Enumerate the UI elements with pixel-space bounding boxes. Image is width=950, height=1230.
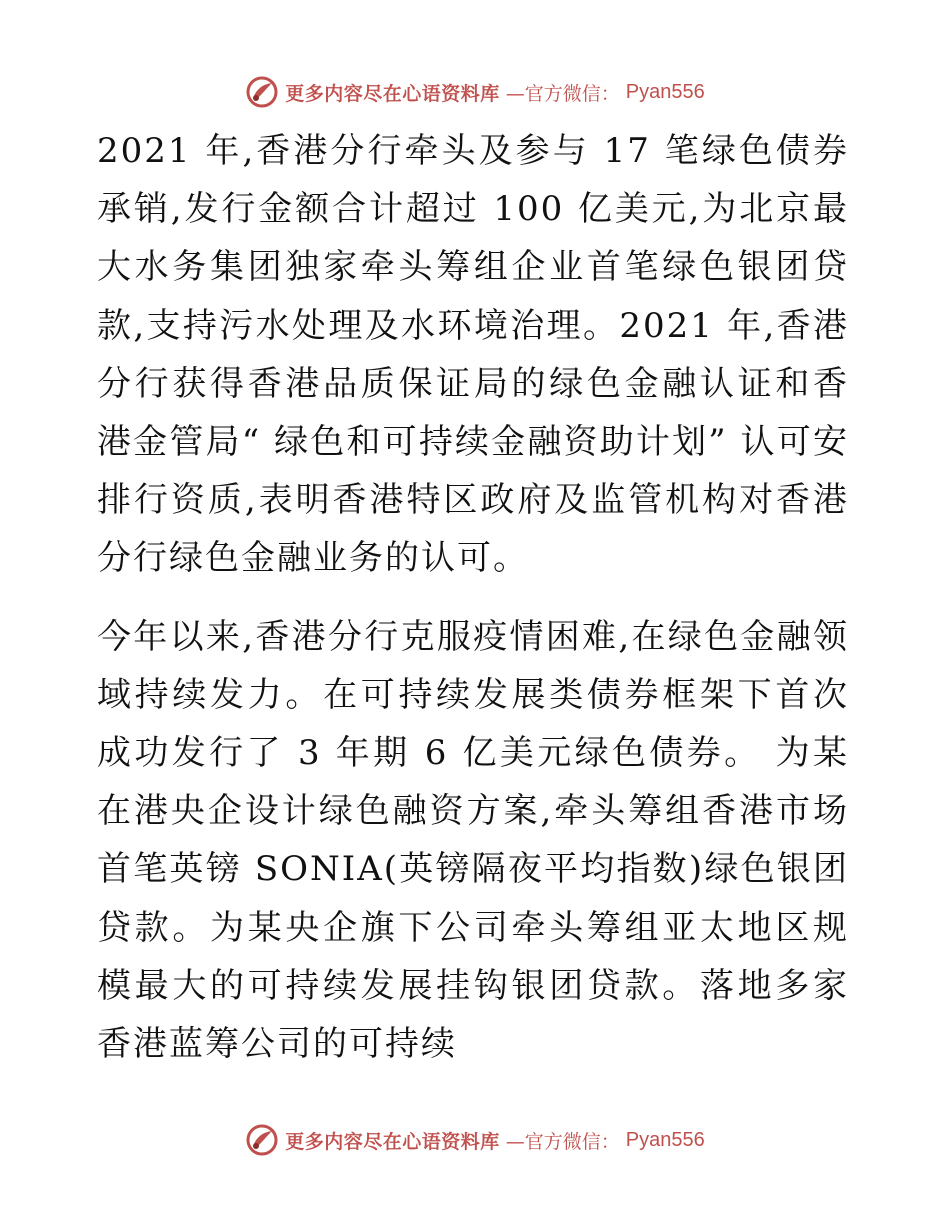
watermark-wechat-id: Pyan556 — [625, 80, 705, 103]
footer-watermark — [0, 1120, 950, 1160]
header-watermark — [0, 72, 950, 112]
watermark-wechat-id: Pyan556 — [625, 1128, 705, 1151]
paragraph-1: 2021 年,香港分行牵头及参与 17 笔绿色债券承销,发行金额合计超过 100 亿美元,为北京最大水务集团独家牵头筹组企业首笔绿色银团贷款,支持污水处理及水环境治理。2021 年,香港分行获得香港品质保证局的绿色金融认证和香港金管局“ 绿色和可持续金融资助计划” 认可安排行资质,表明香港特区政府及监管机构对香港分行绿色金融业务的认可。 — [97, 131, 849, 579]
paragraph-2: 今年以来,香港分行克服疫情困难,在绿色金融领域持续发力。在可持续发展类债券框架下首次成功发行了 3 年期 6 亿美元绿色债券。 为某在港央企设计绿色融资方案,牵头筹组香港市场首笔英镑 SONIA(英镑隔夜平均指数)绿色银团贷款。为某央企旗下公司牵头筹组亚太地区规模最大的可持续发展挂钩银团贷款。落地多家香港蓝筹公司的可持续 — [97, 616, 849, 1065]
brush-seal-icon — [245, 1123, 279, 1157]
watermark-text: 更多内容尽在心语资料库 — [285, 82, 500, 105]
watermark-separator: —官方微信： — [505, 1130, 620, 1153]
watermark-separator: —官方微信： — [505, 82, 620, 105]
watermark-text: 更多内容尽在心语资料库 — [285, 1130, 500, 1153]
document-body — [97, 122, 849, 1073]
brush-seal-icon — [245, 75, 279, 109]
